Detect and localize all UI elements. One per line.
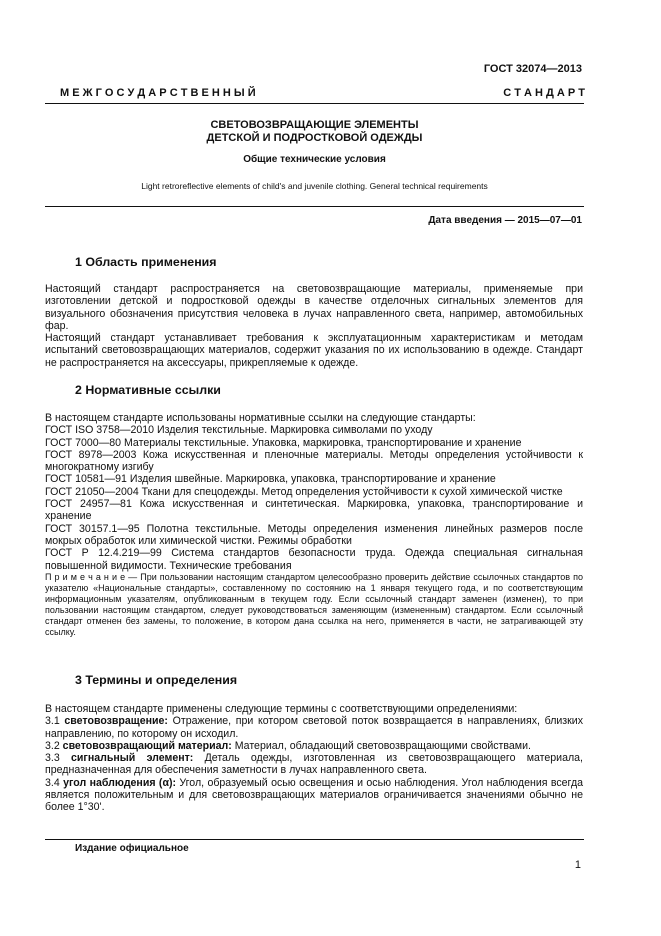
section-2-intro: В настоящем стандарте использованы нормативные ссылки на следующие стандарты: <box>45 412 476 424</box>
page-number: 1 <box>574 859 581 871</box>
banner-left: М Е Ж Г О С У Д А Р С Т В Е Н Н Ы Й <box>60 87 256 99</box>
reference-note <box>45 572 583 638</box>
term-definition <box>45 740 583 752</box>
section-3 <box>75 674 583 686</box>
term-number: 3.1 <box>45 715 65 728</box>
term-text: Отражение, при котором световой поток возвращается в направлениях, близких направлению, по которому он исходил. <box>45 715 583 740</box>
reference-item: ГОСТ 21050—2004 Ткани для спецодежды. Метод определения устойчивости к сухой химической чистке <box>45 485 563 498</box>
term-text: Деталь одежды, изготовленная из световозвращающего материала, предназначенная для обеспечения заметности в лучах направленного света. <box>45 752 584 777</box>
term-number: 3.2 <box>45 739 63 752</box>
term-number: 3.4 <box>45 776 64 789</box>
term-text: Материал, обладающий световозвращающими свойствами. <box>231 739 531 752</box>
title-line-1: СВЕТОВОЗВРАЩАЮЩИЕ ЭЛЕМЕНТЫ <box>210 119 419 131</box>
reference-item: ГОСТ 30157.1—95 Полотна текстильные. Методы определения изменения линейных размеров после мокрых обработок или химической чистки. Режимы обработки <box>45 522 583 547</box>
section-2-body <box>45 412 583 638</box>
term-name: световозвращение: <box>64 715 168 728</box>
note-label: П р и м е ч а н и е <box>45 571 126 582</box>
term-definition <box>45 752 583 777</box>
section-1-body <box>45 283 583 369</box>
term-text: Угол, образуемый осью освещения и осью наблюдения. Угол наблюдения всегда является положительным и для световозвращающих материалов ограничивается значениями обычно не более 1°30'. <box>45 776 584 814</box>
document-subtitle: Общие технические условия <box>243 154 386 165</box>
reference-item: ГОСТ 8978—2003 Кожа искусственная и пленочные материалы. Методы определения устойчивости к многократному изгибу <box>45 448 583 474</box>
section-1-paragraph-1: Настоящий стандарт распространяется на световозвращающие материалы, применяемые при изготовлении детской и подростковой одежды в качестве отделочных сигнальных элементов для визуального обозначения присутствия человека в лучах направленного света, например, автомобильных фар. <box>45 283 583 332</box>
english-title: Light retroreflective elements of child's and juvenile clothing. General technical requirements <box>141 181 488 191</box>
section-1-heading: 1 Область применения <box>75 255 217 269</box>
banner-right: С Т А Н Д А Р Т <box>503 87 585 99</box>
reference-item: ГОСТ ISO 3758—2010 Изделия текстильные. Маркировка символами по уходу <box>45 424 433 437</box>
standard-banner <box>60 87 585 99</box>
section-2-heading: 2 Нормативные ссылки <box>75 383 221 397</box>
reference-item: ГОСТ 10581—91 Изделия швейные. Маркировка, упаковка, транспортирование и хранение <box>45 473 496 486</box>
section-3-heading: 3 Термины и определения <box>75 673 238 687</box>
document-code: ГОСТ 32074—2013 <box>483 63 582 75</box>
section-1 <box>75 256 583 268</box>
document-title <box>45 119 584 145</box>
term-definition <box>45 777 583 814</box>
note-text: — При пользовании настоящим стандартом целесообразно проверить действие ссылочных стандартов по указателю «Национальные стандарты», составленному по состоянию на 1 января текущего года, и по соответствующим информационным указателям, опубликованным в текущем году. Если ссылочный стандарт заменен (изменен), то при пользовании настоящим стандартом, следует руководствоваться заменяющим (измененным) стандартом. Если ссылочный стандарт отменен без замены, то положение, в котором дана ссылка на него, применяется в части, не затрагивающей эту ссылку. <box>45 571 583 637</box>
title-line-2: ДЕТСКОЙ И ПОДРОСТКОВОЙ ОДЕЖДЫ <box>206 132 423 144</box>
reference-item: ГОСТ Р 12.4.219—99 Система стандартов безопасности труда. Одежда специальная сигнальная повышенной видимости. Технические требования <box>45 547 583 572</box>
term-name: световозвращающий материал: <box>62 739 232 752</box>
term-definition <box>45 715 583 740</box>
reference-item: ГОСТ 7000—80 Материалы текстильные. Упаковка, маркировка, транспортирование и хранение <box>45 436 522 449</box>
term-number: 3.3 <box>45 752 71 765</box>
official-edition: Издание официальное <box>75 843 189 854</box>
section-3-intro: В настоящем стандарте применены следующие термины с соответствующими определениями: <box>45 703 518 715</box>
term-name: угол наблюдения (α): <box>63 776 177 789</box>
section-3-body <box>45 703 583 814</box>
term-name: сигнальный элемент: <box>71 752 194 765</box>
reference-item: ГОСТ 24957—81 Кожа искусственная и синтетическая. Маркировка, упаковка, транспортирование и хранение <box>45 498 583 523</box>
section-2 <box>75 384 583 396</box>
section-1-paragraph-2: Настоящий стандарт устанавливает требования к эксплуатационным характеристикам и методам испытаний световозвращающих материалов, содержит указания по их использованию в одежде. Стандарт не распространяется на аксессуары, прикрепляемые к одежде. <box>45 332 583 369</box>
title-rule <box>45 206 584 207</box>
introduction-date: Дата введения — 2015—07—01 <box>428 215 582 226</box>
header-rule <box>45 103 584 104</box>
footer-rule <box>45 839 584 840</box>
